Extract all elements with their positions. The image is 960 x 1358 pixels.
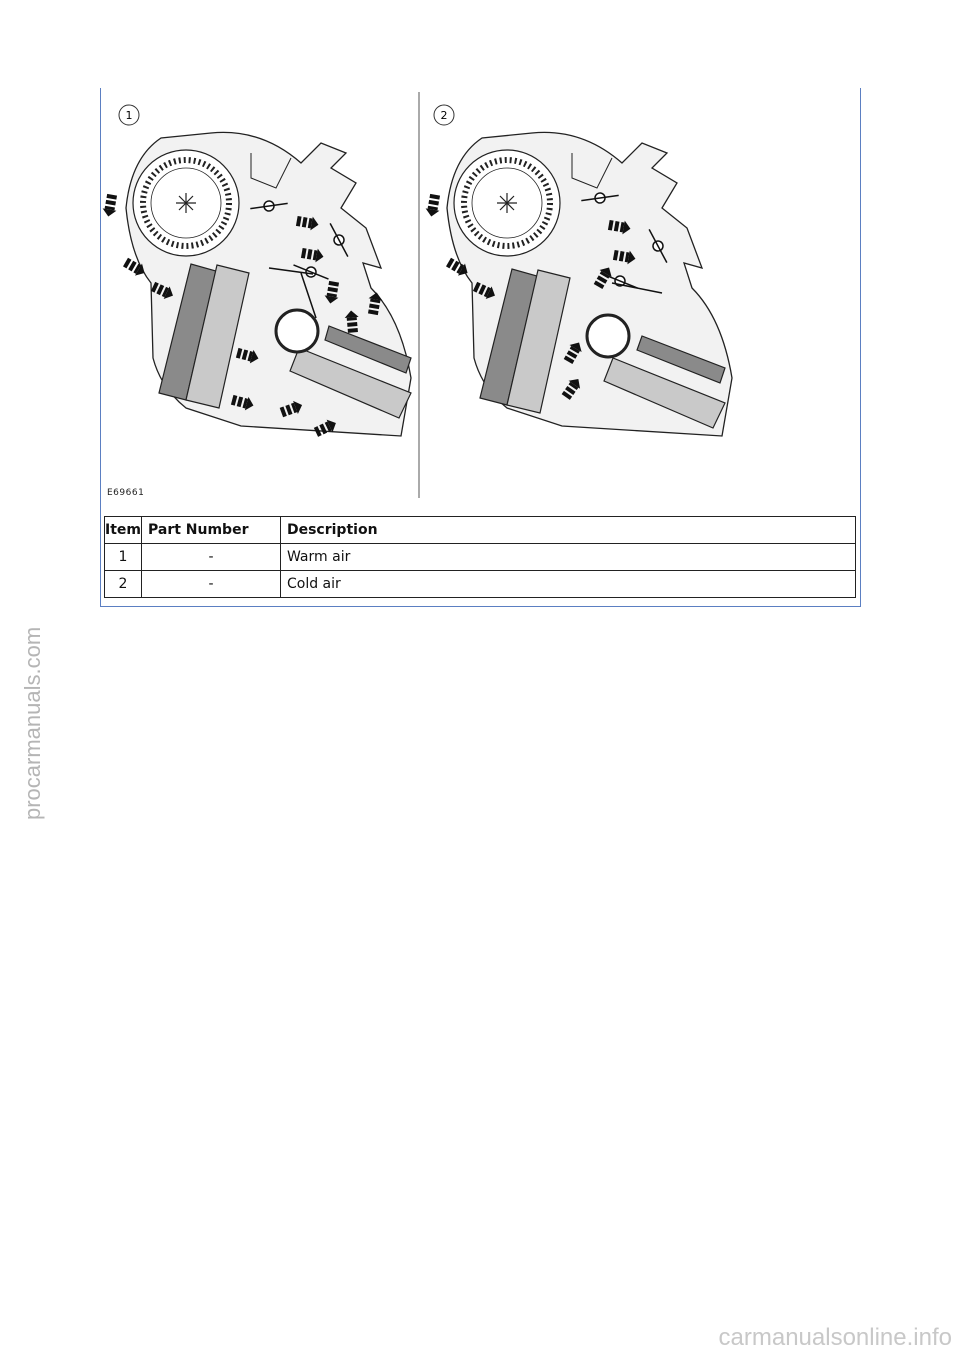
row-part-number: -: [141, 571, 280, 598]
panel-2: [424, 105, 732, 436]
row-description: Warm air: [280, 544, 855, 571]
panel-1: [101, 105, 411, 439]
header-part-number: Part Number: [141, 517, 280, 544]
hvac-airflow-diagram: [101, 88, 860, 508]
table-row: [105, 544, 856, 571]
side-watermark: procarmanuals.com: [20, 626, 45, 820]
table-row: [105, 571, 856, 598]
header-item: Item: [105, 517, 142, 544]
row-item: 2: [105, 571, 142, 598]
panel-1-callout-label: 1: [125, 109, 133, 122]
figure-code: E69661: [107, 488, 145, 498]
table-header-row: [105, 517, 856, 544]
parts-table: [104, 516, 856, 598]
row-part-number: -: [141, 544, 280, 571]
figure-frame: [100, 88, 861, 607]
row-description: Cold air: [280, 571, 855, 598]
panel-2-callout-label: 2: [440, 109, 448, 122]
header-description: Description: [280, 517, 855, 544]
bottom-watermark: carmanualsonline.info: [718, 1324, 952, 1351]
row-item: 1: [105, 544, 142, 571]
